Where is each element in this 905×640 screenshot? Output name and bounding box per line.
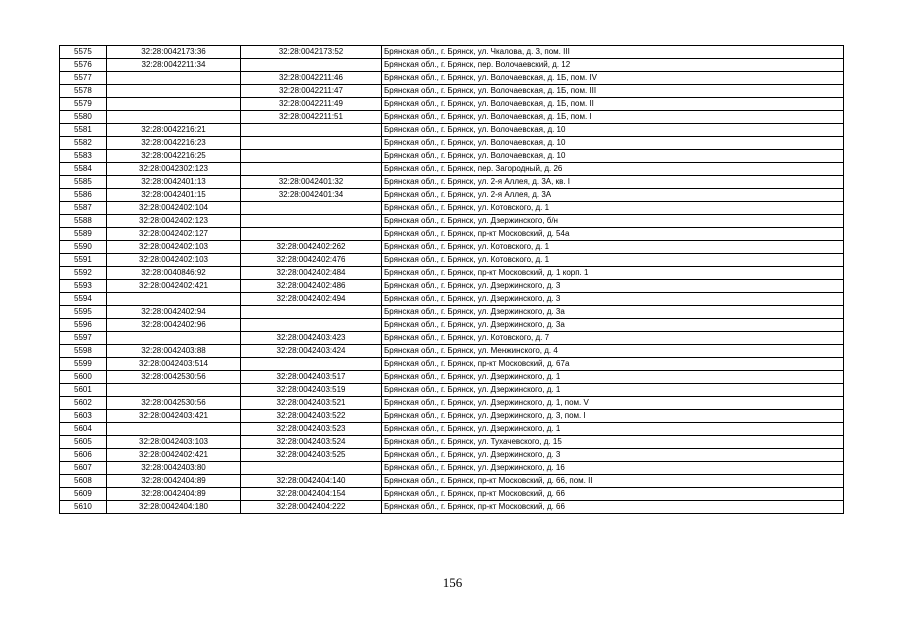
related-cadastral-number-cell [241, 319, 382, 332]
related-cadastral-number-cell: 32:28:0042402:476 [241, 254, 382, 267]
cadastral-table [59, 45, 844, 514]
address-cell: Брянская обл., г. Брянск, ул. Дзержинского, д. 1 [382, 384, 844, 397]
row-number-cell: 5587 [60, 202, 107, 215]
address-cell: Брянская обл., г. Брянск, пр-кт Московский, д. 66 [382, 488, 844, 501]
related-cadastral-number-cell [241, 358, 382, 371]
related-cadastral-number-cell: 32:28:0042211:47 [241, 85, 382, 98]
row-number-cell: 5599 [60, 358, 107, 371]
table-row [60, 306, 844, 319]
table-row [60, 137, 844, 150]
row-number-cell: 5594 [60, 293, 107, 306]
address-cell: Брянская обл., г. Брянск, ул. Дзержинского, д. 3а [382, 306, 844, 319]
cadastral-number-cell [107, 98, 241, 111]
table-row [60, 384, 844, 397]
cadastral-number-cell: 32:28:0042403:80 [107, 462, 241, 475]
address-cell: Брянская обл., г. Брянск, ул. Дзержинского, д. 3 [382, 449, 844, 462]
row-number-cell: 5575 [60, 46, 107, 59]
cadastral-number-cell: 32:28:0042216:23 [107, 137, 241, 150]
address-cell: Брянская обл., г. Брянск, ул. Дзержинского, д. 3 [382, 280, 844, 293]
table-row [60, 423, 844, 436]
row-number-cell: 5600 [60, 371, 107, 384]
address-cell: Брянская обл., г. Брянск, пр-кт Московский, д. 1 корп. 1 [382, 267, 844, 280]
table-row [60, 345, 844, 358]
cadastral-number-cell: 32:28:0042216:25 [107, 150, 241, 163]
table-row [60, 85, 844, 98]
table-row [60, 59, 844, 72]
address-cell: Брянская обл., г. Брянск, ул. Волочаевская, д. 10 [382, 124, 844, 137]
table-row [60, 488, 844, 501]
row-number-cell: 5606 [60, 449, 107, 462]
cadastral-number-cell: 32:28:0042404:89 [107, 488, 241, 501]
address-cell: Брянская обл., г. Брянск, ул. Котовского, д. 1 [382, 241, 844, 254]
row-number-cell: 5608 [60, 475, 107, 488]
table-row [60, 72, 844, 85]
cadastral-number-cell: 32:28:0042402:421 [107, 449, 241, 462]
cadastral-number-cell [107, 332, 241, 345]
cadastral-number-cell: 32:28:0042530:56 [107, 371, 241, 384]
related-cadastral-number-cell: 32:28:0042401:32 [241, 176, 382, 189]
cadastral-number-cell [107, 423, 241, 436]
row-number-cell: 5590 [60, 241, 107, 254]
address-cell: Брянская обл., г. Брянск, ул. Волочаевская, д. 1Б, пом. III [382, 85, 844, 98]
cadastral-number-cell [107, 72, 241, 85]
address-cell: Брянская обл., г. Брянск, ул. Волочаевская, д. 1Б, пом. II [382, 98, 844, 111]
table-body [60, 46, 844, 514]
cadastral-number-cell: 32:28:0042401:15 [107, 189, 241, 202]
related-cadastral-number-cell: 32:28:0042403:522 [241, 410, 382, 423]
address-cell: Брянская обл., г. Брянск, ул. Дзержинского, д. 3а [382, 319, 844, 332]
cadastral-number-cell: 32:28:0042401:13 [107, 176, 241, 189]
row-number-cell: 5602 [60, 397, 107, 410]
row-number-cell: 5591 [60, 254, 107, 267]
address-cell: Брянская обл., г. Брянск, ул. Дзержинского, д. 3 [382, 293, 844, 306]
address-cell: Брянская обл., г. Брянск, ул. Дзержинского, д. 1, пом. V [382, 397, 844, 410]
address-cell: Брянская обл., г. Брянск, пр-кт Московский, д. 54а [382, 228, 844, 241]
related-cadastral-number-cell: 32:28:0042173:52 [241, 46, 382, 59]
related-cadastral-number-cell: 32:28:0042211:46 [241, 72, 382, 85]
table-row [60, 449, 844, 462]
row-number-cell: 5592 [60, 267, 107, 280]
row-number-cell: 5577 [60, 72, 107, 85]
related-cadastral-number-cell: 32:28:0042402:262 [241, 241, 382, 254]
related-cadastral-number-cell: 32:28:0042403:519 [241, 384, 382, 397]
related-cadastral-number-cell: 32:28:0042404:154 [241, 488, 382, 501]
address-cell: Брянская обл., г. Брянск, ул. Котовского, д. 1 [382, 254, 844, 267]
address-cell: Брянская обл., г. Брянск, ул. 2-я Аллея, д. 3А, кв. I [382, 176, 844, 189]
cadastral-number-cell: 32:28:0042402:103 [107, 241, 241, 254]
address-cell: Брянская обл., г. Брянск, пер. Волочаевский, д. 12 [382, 59, 844, 72]
related-cadastral-number-cell [241, 124, 382, 137]
row-number-cell: 5610 [60, 501, 107, 514]
cadastral-number-cell: 32:28:0042402:421 [107, 280, 241, 293]
table-row [60, 475, 844, 488]
cadastral-number-cell: 32:28:0042402:96 [107, 319, 241, 332]
table-row [60, 358, 844, 371]
row-number-cell: 5586 [60, 189, 107, 202]
cadastral-number-cell: 32:28:0042402:94 [107, 306, 241, 319]
address-cell: Брянская обл., г. Брянск, ул. Дзержинского, д. 16 [382, 462, 844, 475]
related-cadastral-number-cell [241, 215, 382, 228]
row-number-cell: 5580 [60, 111, 107, 124]
cadastral-number-cell: 32:28:0042530:56 [107, 397, 241, 410]
related-cadastral-number-cell: 32:28:0042211:49 [241, 98, 382, 111]
cadastral-number-cell [107, 111, 241, 124]
related-cadastral-number-cell: 32:28:0042401:34 [241, 189, 382, 202]
cadastral-number-cell: 32:28:0042403:421 [107, 410, 241, 423]
related-cadastral-number-cell [241, 306, 382, 319]
table-row [60, 254, 844, 267]
table-row [60, 241, 844, 254]
address-cell: Брянская обл., г. Брянск, ул. Тухачевского, д. 15 [382, 436, 844, 449]
table-row [60, 436, 844, 449]
address-cell: Брянская обл., г. Брянск, ул. Менжинского, д. 4 [382, 345, 844, 358]
cadastral-number-cell: 32:28:0042211:34 [107, 59, 241, 72]
row-number-cell: 5582 [60, 137, 107, 150]
related-cadastral-number-cell [241, 163, 382, 176]
table-row [60, 124, 844, 137]
table-row [60, 462, 844, 475]
address-cell: Брянская обл., г. Брянск, пр-кт Московский, д. 66 [382, 501, 844, 514]
address-cell: Брянская обл., г. Брянск, ул. Дзержинского, д. 1 [382, 371, 844, 384]
table-row [60, 176, 844, 189]
related-cadastral-number-cell [241, 137, 382, 150]
address-cell: Брянская обл., г. Брянск, ул. 2-я Аллея, д. 3А [382, 189, 844, 202]
row-number-cell: 5601 [60, 384, 107, 397]
table-row [60, 501, 844, 514]
related-cadastral-number-cell: 32:28:0042403:424 [241, 345, 382, 358]
table-row [60, 215, 844, 228]
related-cadastral-number-cell: 32:28:0042403:521 [241, 397, 382, 410]
row-number-cell: 5589 [60, 228, 107, 241]
table-row [60, 267, 844, 280]
row-number-cell: 5597 [60, 332, 107, 345]
cadastral-number-cell: 32:28:0042402:127 [107, 228, 241, 241]
address-cell: Брянская обл., г. Брянск, ул. Волочаевская, д. 10 [382, 150, 844, 163]
table-row [60, 98, 844, 111]
address-cell: Брянская обл., г. Брянск, пр-кт Московский, д. 67а [382, 358, 844, 371]
address-cell: Брянская обл., г. Брянск, ул. Волочаевская, д. 1Б, пом. I [382, 111, 844, 124]
table-row [60, 293, 844, 306]
table-row [60, 332, 844, 345]
cadastral-number-cell: 32:28:0042302:123 [107, 163, 241, 176]
cadastral-number-cell [107, 384, 241, 397]
address-cell: Брянская обл., г. Брянск, пер. Загородный, д. 26 [382, 163, 844, 176]
table-row [60, 280, 844, 293]
row-number-cell: 5595 [60, 306, 107, 319]
table-row [60, 163, 844, 176]
row-number-cell: 5603 [60, 410, 107, 423]
table-row [60, 111, 844, 124]
address-cell: Брянская обл., г. Брянск, ул. Волочаевская, д. 1Б, пом. IV [382, 72, 844, 85]
row-number-cell: 5579 [60, 98, 107, 111]
address-cell: Брянская обл., г. Брянск, пр-кт Московский, д. 66, пом. II [382, 475, 844, 488]
related-cadastral-number-cell [241, 228, 382, 241]
row-number-cell: 5584 [60, 163, 107, 176]
related-cadastral-number-cell: 32:28:0042402:494 [241, 293, 382, 306]
cadastral-number-cell [107, 293, 241, 306]
address-cell: Брянская обл., г. Брянск, ул. Чкалова, д. 3, пом. III [382, 46, 844, 59]
table-row [60, 189, 844, 202]
cadastral-number-cell: 32:28:0042402:103 [107, 254, 241, 267]
row-number-cell: 5607 [60, 462, 107, 475]
cadastral-number-cell: 32:28:0042402:104 [107, 202, 241, 215]
cadastral-number-cell: 32:28:0042402:123 [107, 215, 241, 228]
row-number-cell: 5581 [60, 124, 107, 137]
cadastral-number-cell: 32:28:0042403:103 [107, 436, 241, 449]
row-number-cell: 5593 [60, 280, 107, 293]
table-row [60, 228, 844, 241]
related-cadastral-number-cell [241, 202, 382, 215]
related-cadastral-number-cell: 32:28:0042402:484 [241, 267, 382, 280]
related-cadastral-number-cell [241, 59, 382, 72]
row-number-cell: 5576 [60, 59, 107, 72]
table-row [60, 46, 844, 59]
address-cell: Брянская обл., г. Брянск, ул. Дзержинского, б/н [382, 215, 844, 228]
row-number-cell: 5598 [60, 345, 107, 358]
address-cell: Брянская обл., г. Брянск, ул. Котовского, д. 7 [382, 332, 844, 345]
related-cadastral-number-cell: 32:28:0042403:517 [241, 371, 382, 384]
row-number-cell: 5588 [60, 215, 107, 228]
row-number-cell: 5585 [60, 176, 107, 189]
table-row [60, 202, 844, 215]
table-row [60, 150, 844, 163]
row-number-cell: 5609 [60, 488, 107, 501]
row-number-cell: 5604 [60, 423, 107, 436]
address-cell: Брянская обл., г. Брянск, ул. Дзержинского, д. 1 [382, 423, 844, 436]
row-number-cell: 5578 [60, 85, 107, 98]
row-number-cell: 5583 [60, 150, 107, 163]
page-number: 156 [442, 575, 463, 590]
cadastral-number-cell: 32:28:0042404:89 [107, 475, 241, 488]
related-cadastral-number-cell: 32:28:0042404:222 [241, 501, 382, 514]
cadastral-number-cell: 32:28:0042173:36 [107, 46, 241, 59]
cadastral-number-cell: 32:28:0042403:514 [107, 358, 241, 371]
address-cell: Брянская обл., г. Брянск, ул. Волочаевская, д. 10 [382, 137, 844, 150]
table-row [60, 397, 844, 410]
related-cadastral-number-cell: 32:28:0042403:523 [241, 423, 382, 436]
related-cadastral-number-cell: 32:28:0042403:423 [241, 332, 382, 345]
cadastral-number-cell [107, 85, 241, 98]
cadastral-number-cell: 32:28:0042403:88 [107, 345, 241, 358]
related-cadastral-number-cell [241, 150, 382, 163]
address-cell: Брянская обл., г. Брянск, ул. Котовского, д. 1 [382, 202, 844, 215]
row-number-cell: 5596 [60, 319, 107, 332]
related-cadastral-number-cell: 32:28:0042403:525 [241, 449, 382, 462]
related-cadastral-number-cell [241, 462, 382, 475]
related-cadastral-number-cell: 32:28:0042403:524 [241, 436, 382, 449]
cadastral-number-cell: 32:28:0042404:180 [107, 501, 241, 514]
table-row [60, 371, 844, 384]
address-cell: Брянская обл., г. Брянск, ул. Дзержинского, д. 3, пом. I [382, 410, 844, 423]
cadastral-number-cell: 32:28:0040846:92 [107, 267, 241, 280]
related-cadastral-number-cell: 32:28:0042402:486 [241, 280, 382, 293]
cadastral-number-cell: 32:28:0042216:21 [107, 124, 241, 137]
row-number-cell: 5605 [60, 436, 107, 449]
related-cadastral-number-cell: 32:28:0042211:51 [241, 111, 382, 124]
table-row [60, 319, 844, 332]
related-cadastral-number-cell: 32:28:0042404:140 [241, 475, 382, 488]
table-row [60, 410, 844, 423]
